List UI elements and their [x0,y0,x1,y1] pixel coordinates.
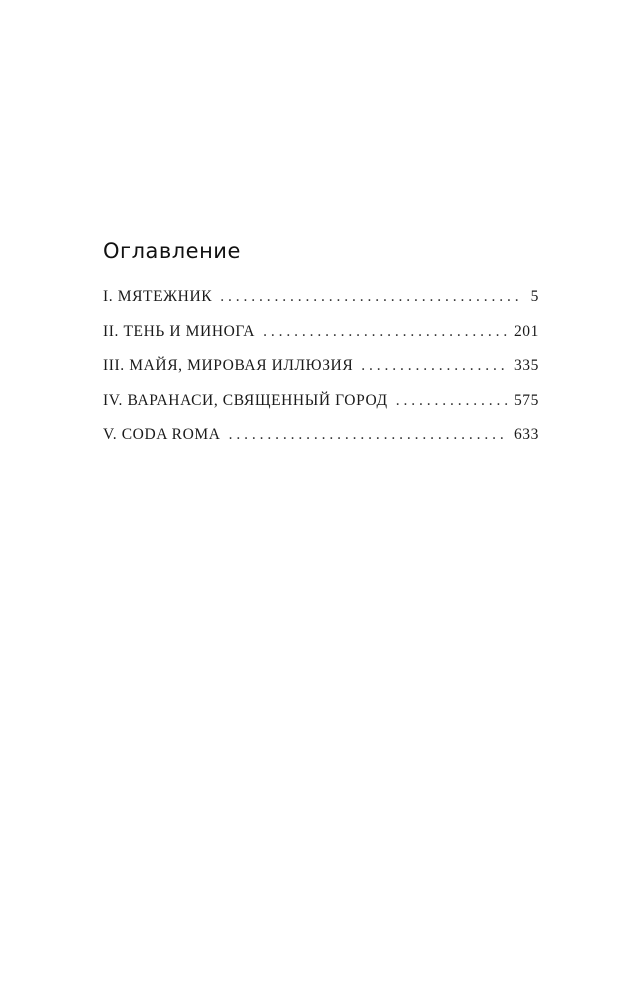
toc-list [103,288,539,461]
toc-title: Оглавление [103,239,241,263]
toc-entry-page: 633 [513,426,539,443]
toc-entry-page: 5 [530,288,539,305]
toc-entry-label: V. CODA ROMA [103,426,221,443]
table-of-contents [103,236,539,461]
toc-entry[interactable] [103,323,539,358]
dot-leader [220,288,519,306]
dot-leader [361,357,508,375]
dot-leader [263,323,508,341]
toc-entry-page: 201 [513,322,539,340]
toc-entry[interactable] [103,426,539,461]
toc-entry-label: III. МАЙЯ, МИРОВАЯ ИЛЛЮЗИЯ [103,357,354,374]
toc-entry-page: 335 [513,357,539,374]
dot-leader [396,392,508,410]
toc-entry-label: IV. ВАРАНАСИ, СВЯЩЕННЫЙ ГОРОД [103,391,388,409]
toc-entry[interactable] [103,392,539,427]
toc-entry[interactable] [103,288,539,323]
toc-entry-label: I. МЯТЕЖНИК [103,288,213,305]
toc-entry-page: 575 [513,391,539,409]
dot-leader [229,426,508,444]
toc-entry[interactable] [103,357,539,392]
toc-entry-label: II. ТЕНЬ И МИНОГА [103,322,256,340]
